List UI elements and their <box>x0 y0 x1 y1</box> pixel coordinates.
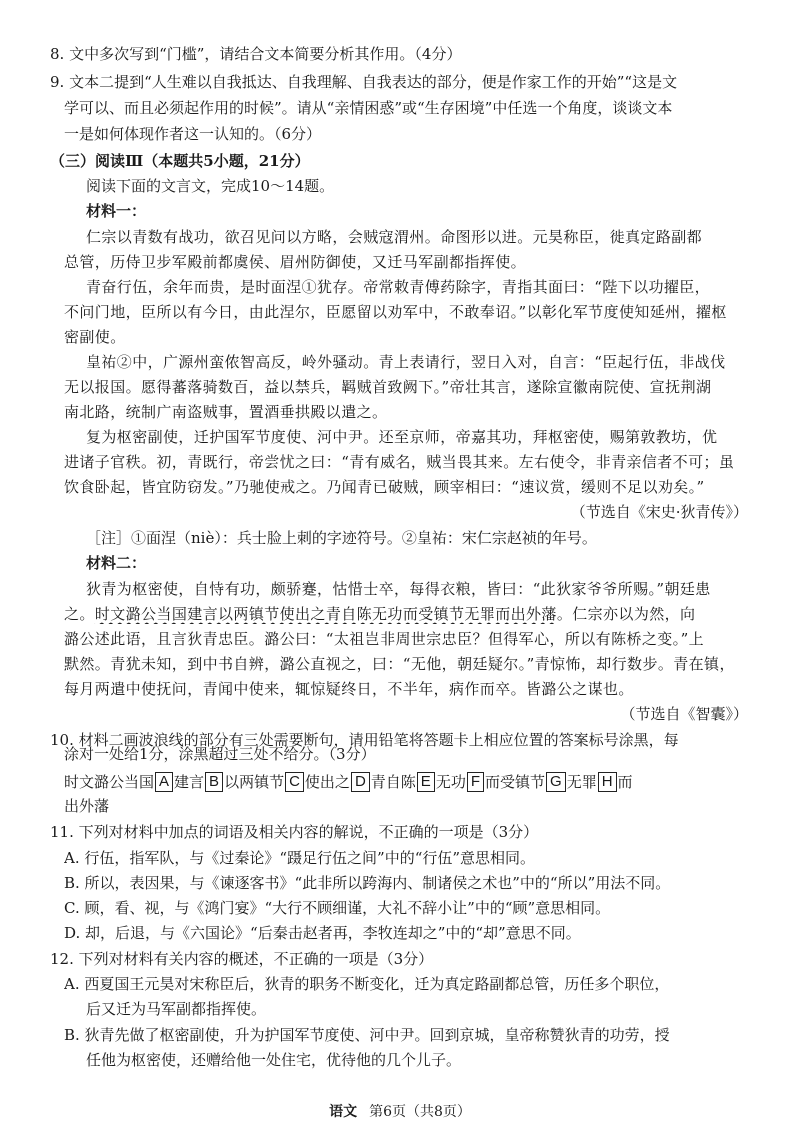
question-9-line: 学可以、而且必须起作用的时候”。请从“亲情困惑”或“生存困境”中任选一个角度，谈谈文本 <box>64 99 673 117</box>
material-2-line: 默然。青犹未知，到中书自辨，潞公直视之，曰：“无他，朝廷疑尔。”青惊怖，却行数步。青在镇， <box>64 655 735 673</box>
material-2-line: 每月两遣中使抚问，青闻中使来，辄惊疑终日，不半年，病作而卒。皆潞公之谋也。 <box>64 680 634 698</box>
wavy-underlined-passage: 时文潞公当国建言以两镇节使出之青自陈无功而受镇节无罪而出外藩 <box>94 605 557 623</box>
question-10-segments: 时文潞公当国 A 建言 B 以两镇节 C 使出之 D 青自陈 E 无功 F 而受镇节 G 无罪 H 而 <box>64 773 633 791</box>
question-12-option-a: A. 西夏国王元昊对宋称臣后，狄青的职务不断变化，迁为真定路副都总管，历任多个职位， <box>64 975 670 993</box>
material-2-line: 狄青为枢密使，自恃有功，颇骄蹇，怙惜士卒，每得衣粮，皆曰：“此狄家爷爷所赐。”朝廷患 <box>86 580 711 598</box>
question-12-option-b-cont: 任他为枢密使，还赠给他一处住宅，优待他的几个儿子。 <box>86 1051 462 1069</box>
material-1-title: 材料一： <box>86 202 147 220</box>
material-1-line: 饮食卧起，皆宜防窃发。”乃驰使戒之。乃闻青已破贼，顾宰相曰：“速议赏，缓则不足以劝矣。” <box>64 478 705 496</box>
material-2-line: 潞公述此语，且言狄青忠臣。潞公曰：“太祖岂非周世宗忠臣？但得军心，所以有陈桥之变。”上 <box>64 630 705 648</box>
material-2-line <box>64 604 760 624</box>
material-1-line: 密副使。 <box>64 328 126 346</box>
question-11-option-c: C. 顾，看、视，与《鸿门宴》“大行不顾细谨，大礼不辞小让”中的“顾”意思相同。 <box>64 899 611 917</box>
question-11-option-a: A. 行伍，指军队，与《过秦论》“蹑足行伍之间”中的“行伍”意思相同。 <box>64 849 536 867</box>
answer-box-e[interactable]: E <box>417 772 435 792</box>
question-9-line: 一是如何体现作者这一认知的。（6分） <box>64 125 322 143</box>
question-12-option-a-cont: 后又迁为马军副都指挥使。 <box>86 1000 267 1018</box>
material-2-text: 。仁宗亦以为然，向 <box>556 605 696 623</box>
material-1-line: 不问门地，臣所以有今日，由此涅尔，臣愿留以劝军中，不敢奉诏。”以彰化军节度使知延州，擢枢 <box>64 303 727 321</box>
material-2-source: （节选自《智囊》） <box>620 705 748 723</box>
section-title: （三）阅读Ⅲ（本题共5小题，21分） <box>50 152 310 170</box>
material-1-line: 总管，历侍卫步军殿前都虞侯、眉州防御使，又迁马军副都指挥使。 <box>64 253 527 271</box>
question-10-tail: 出外藩 <box>64 797 110 815</box>
footer-page-number: 第6页（共8页） <box>369 1104 471 1120</box>
material-2-text: 之。 <box>64 605 95 623</box>
answer-box-f[interactable]: F <box>467 772 484 792</box>
question-11-option-b: B. 所以，表因果，与《谏逐客书》“此非所以跨海内、制诸侯之术也”中的“所以”用法不同。 <box>64 874 671 892</box>
page-footer <box>0 1101 800 1121</box>
answer-box-g[interactable]: G <box>546 772 566 792</box>
question-8: 8. 文中多次写到“门槛”，请结合文本简要分析其作用。（4分） <box>50 45 462 63</box>
question-9-line: 9. 文本二提到“人生难以自我抵达、自我理解、自我表达的部分，便是作家工作的开始”“这是文 <box>50 73 678 91</box>
question-12-stem: 12. 下列对材料有关内容的概述，不正确的一项是（3分） <box>50 950 434 968</box>
footer-subject: 语文 <box>329 1104 358 1120</box>
material-1-line: 皇祐②中，广源州蛮侬智高反，岭外骚动。青上表请行，翌日入对，自言：“臣起行伍，非战伐 <box>86 353 726 371</box>
material-1-line: 无以报国。愿得蕃落骑数百，益以禁兵，羁贼首致阙下。”帝壮其言，遂除宣徽南院使、宣抚荆湖 <box>64 378 712 396</box>
material-1-line: 复为枢密副使，迁护国军节度使、河中尹。还至京师，帝嘉其功，拜枢密使，赐第敦教坊，优 <box>86 428 718 446</box>
question-10-line: 10. 材料二画波浪线的部分有三处需要断句，请用铅笔将答题卡上相应位置的答案标号涂黑，每 <box>50 731 679 749</box>
answer-box-c[interactable]: C <box>285 772 304 792</box>
answer-box-a[interactable]: A <box>155 772 173 792</box>
answer-box-d[interactable]: D <box>351 772 370 792</box>
material-1-line: 仁宗以青数有战功，欲召见问以方略，会贼寇渭州。命图形以进。元昊称臣，徙真定路副都 <box>86 228 703 246</box>
question-12-option-b: B. 狄青先做了枢密副使，升为护国军节度使、河中尹。回到京城，皇帝称赞狄青的功劳，授 <box>64 1026 670 1044</box>
material-1-source: （节选自《宋史·狄青传》） <box>570 503 748 521</box>
question-11-stem: 11. 下列对材料中加点的词语及相关内容的解说，不正确的一项是（3分） <box>50 823 539 841</box>
annotation-note: ［注］①面涅（niè）：兵士脸上刺的字迹符号。②皇祐：宋仁宗赵祯的年号。 <box>86 529 597 547</box>
material-1-line: 青奋行伍，余年而贵，是时面涅①犹存。帝常敕青傅药除字，青指其面曰：“陛下以功擢臣， <box>86 278 711 296</box>
question-10-line: 涂对一处给1分，涂黑超过三处不给分。（3分） <box>64 745 376 763</box>
reading-instruction: 阅读下面的文言文，完成10～14题。 <box>86 177 335 195</box>
answer-box-b[interactable]: B <box>205 772 223 792</box>
answer-box-h[interactable]: H <box>598 772 617 792</box>
material-1-line: 南北路，统制广南盗贼事，置酒垂拱殿以遣之。 <box>64 403 388 421</box>
question-11-option-d: D. 却，后退，与《六国论》“后秦击赵者再，李牧连却之”中的“却”意思不同。 <box>64 924 581 942</box>
material-2-title: 材料二： <box>86 554 147 572</box>
material-1-line: 进诸子官秩。初，青既行，帝尝忧之曰：“青有威名，贼当畏其来。左右使令，非青亲信者不可；虽 <box>64 453 735 471</box>
